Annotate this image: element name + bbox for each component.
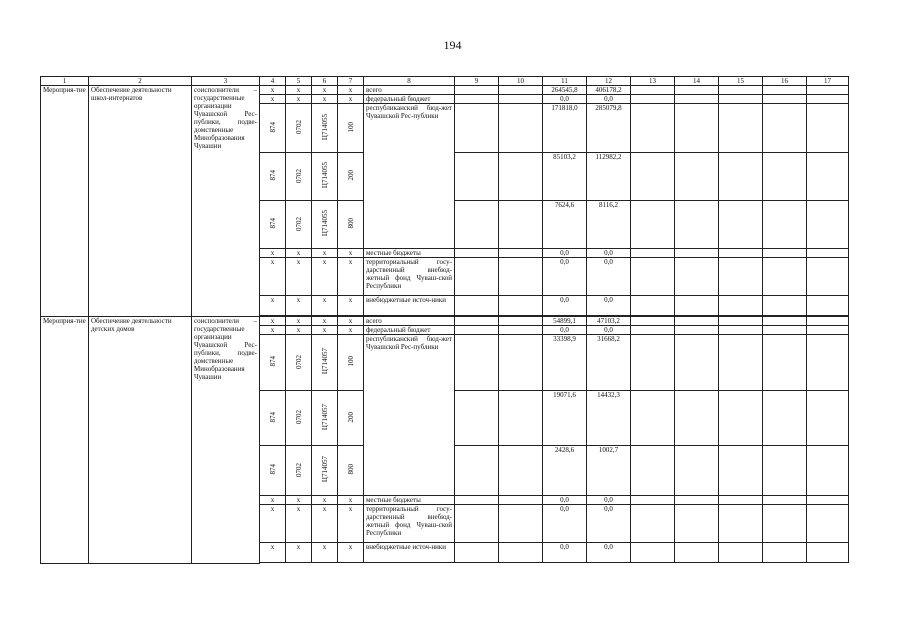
cell [807,391,849,446]
value-cell: 7624,6 [543,201,587,249]
cell: x [338,317,364,326]
cell: x [260,296,286,316]
cell [631,317,675,326]
cell: 100 [338,104,364,153]
value-cell: 0,0 [543,296,587,316]
cell [675,249,719,258]
cell [807,104,849,153]
source-label: местные бюджеты [364,249,455,258]
cell [631,446,675,496]
cell: x [338,258,364,296]
cell: x [260,258,286,296]
cell: 874 [260,104,286,153]
cell: x [312,317,338,326]
cell: x [312,95,338,104]
cell: x [260,95,286,104]
cell [631,95,675,104]
value-cell: 0,0 [587,505,631,543]
cell: x [312,505,338,543]
cell [631,296,675,316]
cell [763,249,807,258]
value-cell: 19071,6 [543,391,587,446]
cell [719,86,763,95]
cell [631,326,675,335]
cell [719,446,763,496]
cell [675,201,719,249]
value-cell: 264545,8 [543,86,587,95]
cell [455,296,499,316]
value-cell: 85103,2 [543,153,587,201]
cell [631,86,675,95]
table-row [41,317,849,326]
cell: Ц714055 [312,153,338,201]
cell: x [338,543,364,563]
cell [455,496,499,505]
cell [807,201,849,249]
cell [763,104,807,153]
table-row [41,86,849,95]
cell: x [260,317,286,326]
cell [499,296,543,316]
value-cell: 0,0 [543,496,587,505]
cell [807,249,849,258]
cell: x [260,326,286,335]
cell [719,391,763,446]
cell [763,496,807,505]
cell [455,104,499,153]
value-cell: 54899,1 [543,317,587,326]
cell [499,335,543,391]
cell: x [312,543,338,563]
cell [807,317,849,326]
cell [807,95,849,104]
value-cell: 47103,2 [587,317,631,326]
cell: x [286,86,312,95]
source-label: местные бюджеты [364,496,455,505]
cell: 800 [338,201,364,249]
cell [719,317,763,326]
value-cell: 0,0 [543,249,587,258]
cell [675,258,719,296]
cell [763,258,807,296]
cell [763,317,807,326]
cell: x [338,296,364,316]
value-cell: 171818,0 [543,104,587,153]
header-cell: 15 [719,77,763,86]
cell [719,201,763,249]
cell [763,153,807,201]
header-cell: 4 [260,77,286,86]
cell [719,335,763,391]
header-cell: 10 [499,77,543,86]
cell [455,249,499,258]
cell: 874 [260,391,286,446]
cell [499,249,543,258]
cell [807,86,849,95]
header-cell: 8 [364,77,455,86]
cell: Ц714057 [312,446,338,496]
value-cell: 31668,2 [587,335,631,391]
value-cell: 33398,9 [543,335,587,391]
cell [675,496,719,505]
cell [807,496,849,505]
cell: x [260,505,286,543]
value-cell: 0,0 [587,95,631,104]
budget-table [40,76,849,564]
cell [719,505,763,543]
cell [675,86,719,95]
source-label: республиканский бюд-жет Чувашской Рес-публики [364,335,455,496]
cell [499,505,543,543]
cell [499,153,543,201]
value-cell: 112982,2 [587,153,631,201]
cell [631,505,675,543]
cell [631,258,675,296]
cell [455,153,499,201]
cell [675,505,719,543]
value-cell: 0,0 [587,326,631,335]
header-cell: 9 [455,77,499,86]
cell: x [338,249,364,258]
cell [499,258,543,296]
cell [719,153,763,201]
cell [631,496,675,505]
value-cell: 0,0 [587,543,631,563]
cell: x [312,86,338,95]
cell [675,317,719,326]
cell: x [286,249,312,258]
cell [455,335,499,391]
cell: 200 [338,153,364,201]
cell: x [338,505,364,543]
cell [455,86,499,95]
cell [807,258,849,296]
cell: 0702 [286,391,312,446]
value-cell: 0,0 [587,249,631,258]
source-label: всего [364,86,455,95]
value-cell: 2428,6 [543,446,587,496]
cell [719,258,763,296]
header-cell: 2 [89,77,192,86]
source-label: территориальный госу-дарственный внебюд-жетный фонд Чуваш-ской Республики [364,505,455,543]
cell: 0702 [286,201,312,249]
cell: x [312,296,338,316]
source-label: внебюджетные источ-ники [364,296,455,316]
cell [763,505,807,543]
header-cell: 11 [543,77,587,86]
cell: x [338,496,364,505]
header-cell: 13 [631,77,675,86]
cell [455,446,499,496]
event-type: Мероприя-тие [41,317,89,564]
cell [807,296,849,316]
header-cell: 1 [41,77,89,86]
cell [455,95,499,104]
cell [631,391,675,446]
value-cell: 0,0 [543,258,587,296]
cell: 0702 [286,104,312,153]
cell [455,201,499,249]
cell: x [338,326,364,335]
cell [719,496,763,505]
header-cell: 6 [312,77,338,86]
header-cell: 12 [587,77,631,86]
cell [499,104,543,153]
cell: 0702 [286,335,312,391]
cell: x [286,95,312,104]
value-cell: 0,0 [587,296,631,316]
cell [675,391,719,446]
cell [631,543,675,563]
cell [763,95,807,104]
source-label: всего [364,317,455,326]
cell: 874 [260,153,286,201]
cell [499,391,543,446]
value-cell: 1002,7 [587,446,631,496]
cell [763,543,807,563]
cell: x [286,317,312,326]
cell: Ц714055 [312,201,338,249]
cell [807,153,849,201]
cell [807,543,849,563]
cell [455,505,499,543]
cell [631,201,675,249]
cell [763,201,807,249]
cell [719,296,763,316]
cell: x [312,258,338,296]
cell: 874 [260,446,286,496]
cell [763,296,807,316]
cell [719,249,763,258]
cell [675,326,719,335]
source-label: территориальный госу-дарственный внебюд-жетный фонд Чуваш-ской Республики [364,258,455,296]
cell: x [286,505,312,543]
cell [499,326,543,335]
cell [807,335,849,391]
cell: 200 [338,391,364,446]
value-cell: 0,0 [543,95,587,104]
header-cell: 16 [763,77,807,86]
cell [499,86,543,95]
cell: 874 [260,335,286,391]
cell: 874 [260,201,286,249]
cell: x [286,543,312,563]
event-name: Обеспечение деятельности детских домов [89,317,192,564]
source-label: республиканский бюд-жет Чувашской Рес-публики [364,104,455,249]
header-cell: 17 [807,77,849,86]
cell [675,104,719,153]
cell [719,326,763,335]
cell [675,543,719,563]
cell [763,86,807,95]
cell [499,201,543,249]
event-name: Обеспечение деятельности школ-интернатов [89,86,192,317]
cell [631,335,675,391]
source-label: федеральный бюджет [364,326,455,335]
cell [455,543,499,563]
cell [631,249,675,258]
cell: 100 [338,335,364,391]
value-cell: 0,0 [543,326,587,335]
cell [807,326,849,335]
cell [675,335,719,391]
cell: x [338,95,364,104]
cell [499,317,543,326]
header-row [41,77,849,86]
value-cell: 285079,8 [587,104,631,153]
cell [807,505,849,543]
value-cell: 406178,2 [587,86,631,95]
cell: x [286,258,312,296]
source-label: федеральный бюджет [364,95,455,104]
cell: Ц714057 [312,391,338,446]
cell: x [286,326,312,335]
event-type: Мероприя-тие [41,86,89,317]
cell [807,446,849,496]
cell [455,317,499,326]
cell [455,326,499,335]
cell [455,391,499,446]
responsible: соисполнители – государственные организации Чувашской Рес-публики, подве-домственные Минобразования Чувашии [192,317,260,564]
cell: x [312,326,338,335]
value-cell: 0,0 [587,496,631,505]
header-cell: 5 [286,77,312,86]
cell: x [260,249,286,258]
value-cell: 0,0 [543,543,587,563]
value-cell: 0,0 [543,505,587,543]
header-cell: 14 [675,77,719,86]
value-cell: 0,0 [587,258,631,296]
cell [631,153,675,201]
cell: Ц714055 [312,104,338,153]
page-number: 194 [443,38,462,52]
cell [499,496,543,505]
cell [763,391,807,446]
cell: x [312,496,338,505]
cell: x [286,296,312,316]
cell [675,153,719,201]
responsible: соисполнители – государственные организации Чувашской Рес-публики, подве-домственные Минобразования Чувашии [192,86,260,317]
value-cell: 14432,3 [587,391,631,446]
cell [675,95,719,104]
cell: x [260,496,286,505]
cell [719,95,763,104]
cell: x [286,496,312,505]
cell: x [338,86,364,95]
cell [763,335,807,391]
cell [499,95,543,104]
cell: x [312,249,338,258]
value-cell: 8116,2 [587,201,631,249]
cell [675,296,719,316]
cell [675,446,719,496]
cell [499,446,543,496]
cell [499,543,543,563]
cell [719,104,763,153]
cell: x [260,543,286,563]
cell: 0702 [286,153,312,201]
cell: x [260,86,286,95]
cell [763,326,807,335]
cell: 0702 [286,446,312,496]
cell [631,104,675,153]
header-cell: 3 [192,77,260,86]
header-cell: 7 [338,77,364,86]
cell: Ц714057 [312,335,338,391]
source-label: внебюджетные источ-ники [364,543,455,563]
cell: 800 [338,446,364,496]
cell [455,258,499,296]
cell [719,543,763,563]
cell [763,446,807,496]
